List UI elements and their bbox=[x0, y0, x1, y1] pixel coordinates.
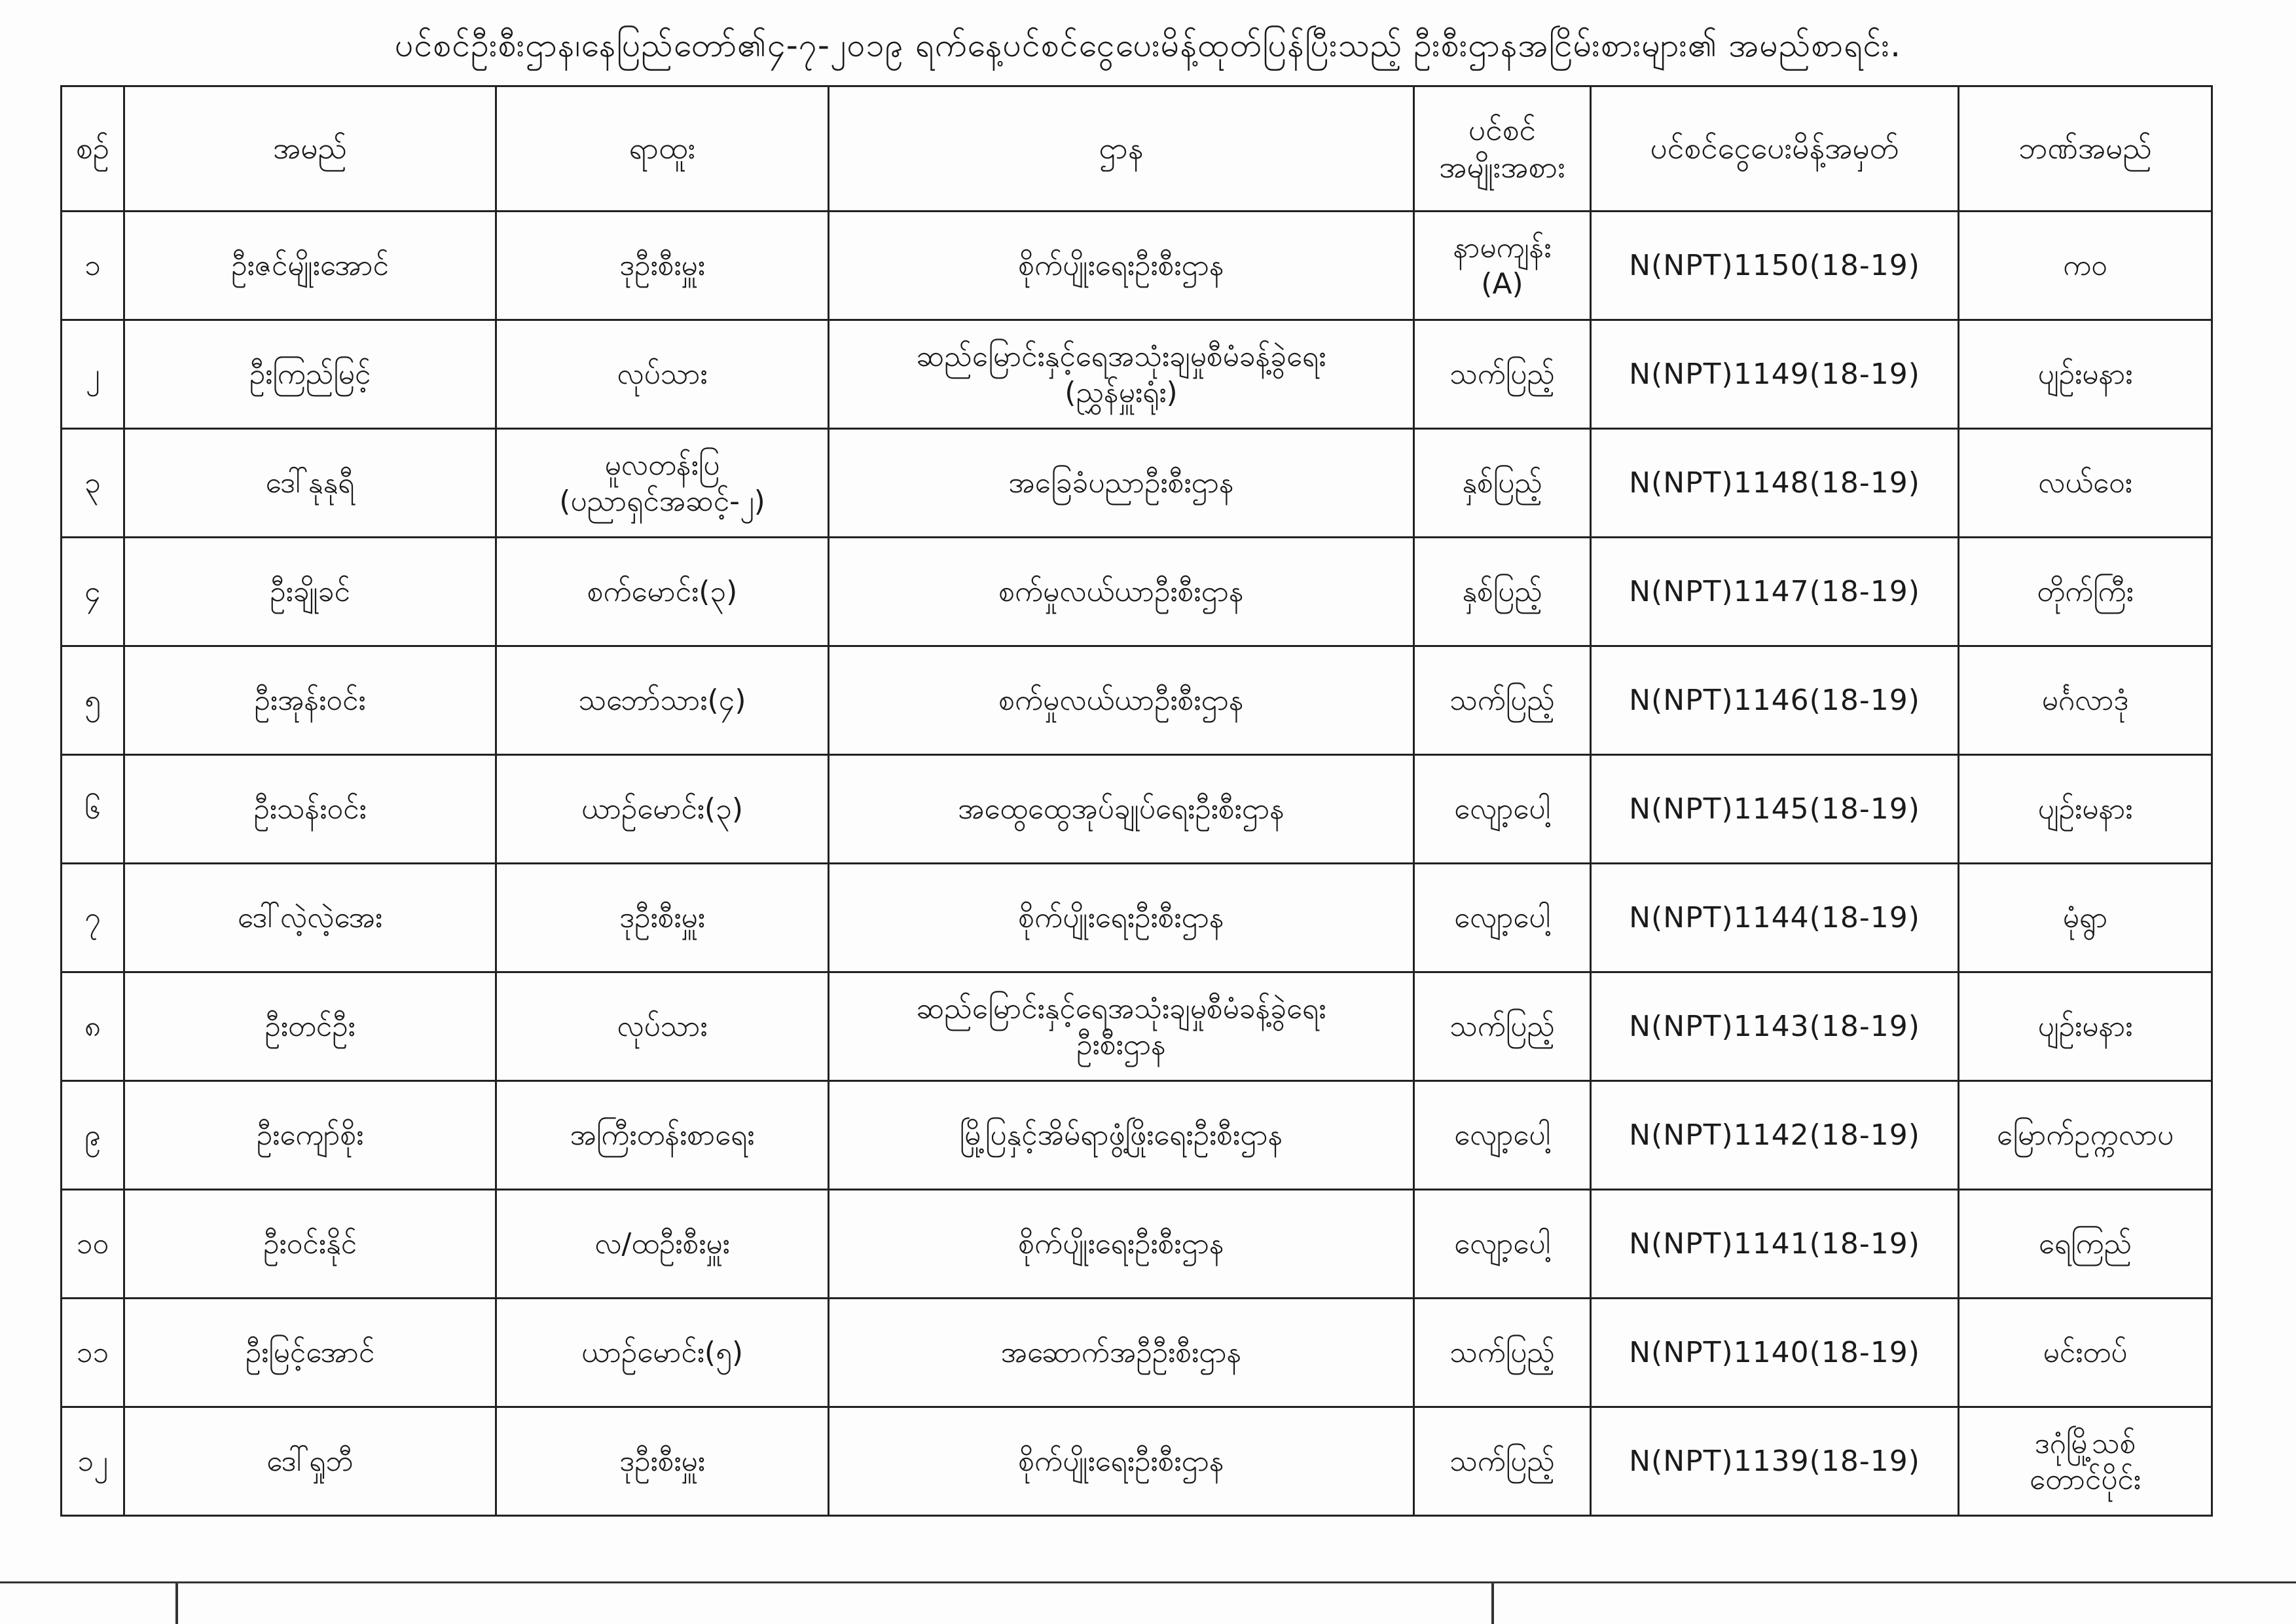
pension-type-cell: သက်ပြည့် bbox=[1414, 972, 1591, 1081]
pension-type-cell: လျော့ပေါ့ bbox=[1414, 755, 1591, 864]
table-row bbox=[62, 1407, 2212, 1516]
table-row bbox=[62, 972, 2212, 1081]
name-cell: ဦးကျော်စိုး bbox=[124, 1081, 496, 1190]
position-cell: သဘော်သား(၄) bbox=[496, 646, 829, 755]
license-cell: N(NPT)1148(18-19) bbox=[1591, 429, 1959, 538]
name-cell: ဦးတင်ဦး bbox=[124, 972, 496, 1081]
header-position: ရာထူး bbox=[496, 86, 829, 212]
department-cell: ဆည်မြောင်းနှင့်ရေအသုံးချမှုစီမံခန့်ခွဲရေး ဦးစီးဌာန bbox=[829, 972, 1414, 1081]
header-row bbox=[62, 86, 2212, 212]
serial-cell: ၁၀ bbox=[62, 1190, 124, 1299]
department-cell: စိုက်ပျိုးရေးဦးစီးဌာန bbox=[829, 212, 1414, 320]
name-cell: ဒေါ်လဲ့လဲ့အေး bbox=[124, 864, 496, 972]
serial-cell: ၇ bbox=[62, 864, 124, 972]
name-cell: ဦးကြည်မြင့် bbox=[124, 320, 496, 429]
header-pension-order-number: ပင်စင်ငွေပေးမိန့်အမှတ် bbox=[1591, 86, 1959, 212]
position-cell: ယာဉ်မောင်း(၃) bbox=[496, 755, 829, 864]
department-cell: မြို့ပြနှင့်အိမ်ရာဖွံ့ဖြိုးရေးဦးစီးဌာန bbox=[829, 1081, 1414, 1190]
name-cell: ဦးဝင်းနိုင် bbox=[124, 1190, 496, 1299]
position-cell: ဒုဦးစီးမှူး bbox=[496, 864, 829, 972]
license-cell: N(NPT)1146(18-19) bbox=[1591, 646, 1959, 755]
bank-cell: ကဝ bbox=[1959, 212, 2212, 320]
table-row bbox=[62, 320, 2212, 429]
position-cell: စက်မောင်း(၃) bbox=[496, 538, 829, 646]
page-title: ပင်စင်ဦးစီးဌာန၊နေပြည်တော်၏၄-၇-၂၀၁၉ ရက်နေ့ပင်စင်ငွေပေးမိန့်ထုတ်ပြန်ပြီးသည့် ဦးစီးဌာနအငြိမ်းစားများ၏ အမည်စာရင်း. bbox=[394, 26, 1901, 64]
table-row bbox=[62, 864, 2212, 972]
department-cell: စိုက်ပျိုးရေးဦးစီးဌာန bbox=[829, 864, 1414, 972]
name-cell: ဦးသန်းဝင်း bbox=[124, 755, 496, 864]
name-cell: ဦးအုန်းဝင်း bbox=[124, 646, 496, 755]
serial-cell: ၁ bbox=[62, 212, 124, 320]
department-cell: အထွေထွေအုပ်ချုပ်ရေးဦးစီးဌာန bbox=[829, 755, 1414, 864]
serial-cell: ၈ bbox=[62, 972, 124, 1081]
pension-type-cell: သက်ပြည့် bbox=[1414, 1299, 1591, 1407]
serial-cell: ၂ bbox=[62, 320, 124, 429]
table-row bbox=[62, 1081, 2212, 1190]
bank-cell: ပျဉ်းမနား bbox=[1959, 972, 2212, 1081]
department-cell: အခြေခံပညာဦးစီးဌာန bbox=[829, 429, 1414, 538]
name-cell: ဦးချိုခင် bbox=[124, 538, 496, 646]
pension-type-cell: သက်ပြည့် bbox=[1414, 1407, 1591, 1516]
pension-type-cell: သက်ပြည့် bbox=[1414, 646, 1591, 755]
department-cell: စိုက်ပျိုးရေးဦးစီးဌာန bbox=[829, 1190, 1414, 1299]
header-serial: စဉ် bbox=[62, 86, 124, 212]
license-cell: N(NPT)1142(18-19) bbox=[1591, 1081, 1959, 1190]
header-pension-type: ပင်စင် အမျိုးအစား bbox=[1414, 86, 1591, 212]
department-cell: အဆောက်အဦဦးစီးဌာန bbox=[829, 1299, 1414, 1407]
license-cell: N(NPT)1141(18-19) bbox=[1591, 1190, 1959, 1299]
department-cell: စိုက်ပျိုးရေးဦးစီးဌာန bbox=[829, 1407, 1414, 1516]
license-cell: N(NPT)1147(18-19) bbox=[1591, 538, 1959, 646]
license-cell: N(NPT)1149(18-19) bbox=[1591, 320, 1959, 429]
pension-type-cell: လျော့ပေါ့ bbox=[1414, 1081, 1591, 1190]
bank-cell: ပျဉ်းမနား bbox=[1959, 755, 2212, 864]
pension-type-cell: သက်ပြည့် bbox=[1414, 320, 1591, 429]
table-row bbox=[62, 755, 2212, 864]
position-cell: လ/ထဦးစီးမှူး bbox=[496, 1190, 829, 1299]
license-cell: N(NPT)1139(18-19) bbox=[1591, 1407, 1959, 1516]
serial-cell: ၄ bbox=[62, 538, 124, 646]
position-cell: မူလတန်းပြ (ပညာရှင်အဆင့်-၂) bbox=[496, 429, 829, 538]
header-department: ဌာန bbox=[829, 86, 1414, 212]
header-name: အမည် bbox=[124, 86, 496, 212]
serial-cell: ၃ bbox=[62, 429, 124, 538]
bank-cell: မုံရွာ bbox=[1959, 864, 2212, 972]
name-cell: ဒေါ်နုနုရီ bbox=[124, 429, 496, 538]
position-cell: ယာဉ်မောင်း(၅) bbox=[496, 1299, 829, 1407]
serial-cell: ၅ bbox=[62, 646, 124, 755]
bank-cell: မြောက်ဥက္ကလာပ bbox=[1959, 1081, 2212, 1190]
bottom-rule-tick bbox=[1491, 1581, 1494, 1624]
position-cell: ဒုဦးစီးမှူး bbox=[496, 1407, 829, 1516]
license-cell: N(NPT)1144(18-19) bbox=[1591, 864, 1959, 972]
serial-cell: ၁၁ bbox=[62, 1299, 124, 1407]
pension-type-cell: လျော့ပေါ့ bbox=[1414, 864, 1591, 972]
position-cell: ဒုဦးစီးမှူး bbox=[496, 212, 829, 320]
bottom-rule bbox=[0, 1581, 2296, 1583]
serial-cell: ၉ bbox=[62, 1081, 124, 1190]
pension-roster-table bbox=[60, 85, 2213, 1517]
name-cell: ဦးမြင့်အောင် bbox=[124, 1299, 496, 1407]
name-cell: ဒေါ်ရှုဘီ bbox=[124, 1407, 496, 1516]
pension-type-cell: နာမကျန်း (A) bbox=[1414, 212, 1591, 320]
bank-cell: တိုက်ကြီး bbox=[1959, 538, 2212, 646]
bank-cell: လယ်ဝေး bbox=[1959, 429, 2212, 538]
position-cell: လုပ်သား bbox=[496, 320, 829, 429]
license-cell: N(NPT)1145(18-19) bbox=[1591, 755, 1959, 864]
table-row bbox=[62, 1299, 2212, 1407]
license-cell: N(NPT)1140(18-19) bbox=[1591, 1299, 1959, 1407]
serial-cell: ၁၂ bbox=[62, 1407, 124, 1516]
table-row bbox=[62, 1190, 2212, 1299]
table-row bbox=[62, 429, 2212, 538]
position-cell: အကြီးတန်းစာရေး bbox=[496, 1081, 829, 1190]
table-row bbox=[62, 538, 2212, 646]
license-cell: N(NPT)1143(18-19) bbox=[1591, 972, 1959, 1081]
license-cell: N(NPT)1150(18-19) bbox=[1591, 212, 1959, 320]
pension-type-cell: လျော့ပေါ့ bbox=[1414, 1190, 1591, 1299]
department-cell: ဆည်မြောင်းနှင့်ရေအသုံးချမှုစီမံခန့်ခွဲရေး (ညွှန်မှူးရုံး) bbox=[829, 320, 1414, 429]
bank-cell: ပျဉ်းမနား bbox=[1959, 320, 2212, 429]
header-bank-name: ဘဏ်အမည် bbox=[1959, 86, 2212, 212]
bottom-rule-tick bbox=[175, 1581, 178, 1624]
department-cell: စက်မှုလယ်ယာဦးစီးဌာန bbox=[829, 538, 1414, 646]
table-row bbox=[62, 212, 2212, 320]
bank-cell: မင်္ဂလာဒုံ bbox=[1959, 646, 2212, 755]
serial-cell: ၆ bbox=[62, 755, 124, 864]
bank-cell: မင်းတပ် bbox=[1959, 1299, 2212, 1407]
name-cell: ဦးဇင်မျိုးအောင် bbox=[124, 212, 496, 320]
department-cell: စက်မှုလယ်ယာဦးစီးဌာန bbox=[829, 646, 1414, 755]
pension-type-cell: နှစ်ပြည့် bbox=[1414, 538, 1591, 646]
table-row bbox=[62, 646, 2212, 755]
bank-cell: ဒဂုံမြို့သစ် တောင်ပိုင်း bbox=[1959, 1407, 2212, 1516]
bank-cell: ရေကြည် bbox=[1959, 1190, 2212, 1299]
position-cell: လုပ်သား bbox=[496, 972, 829, 1081]
pension-type-cell: နှစ်ပြည့် bbox=[1414, 429, 1591, 538]
